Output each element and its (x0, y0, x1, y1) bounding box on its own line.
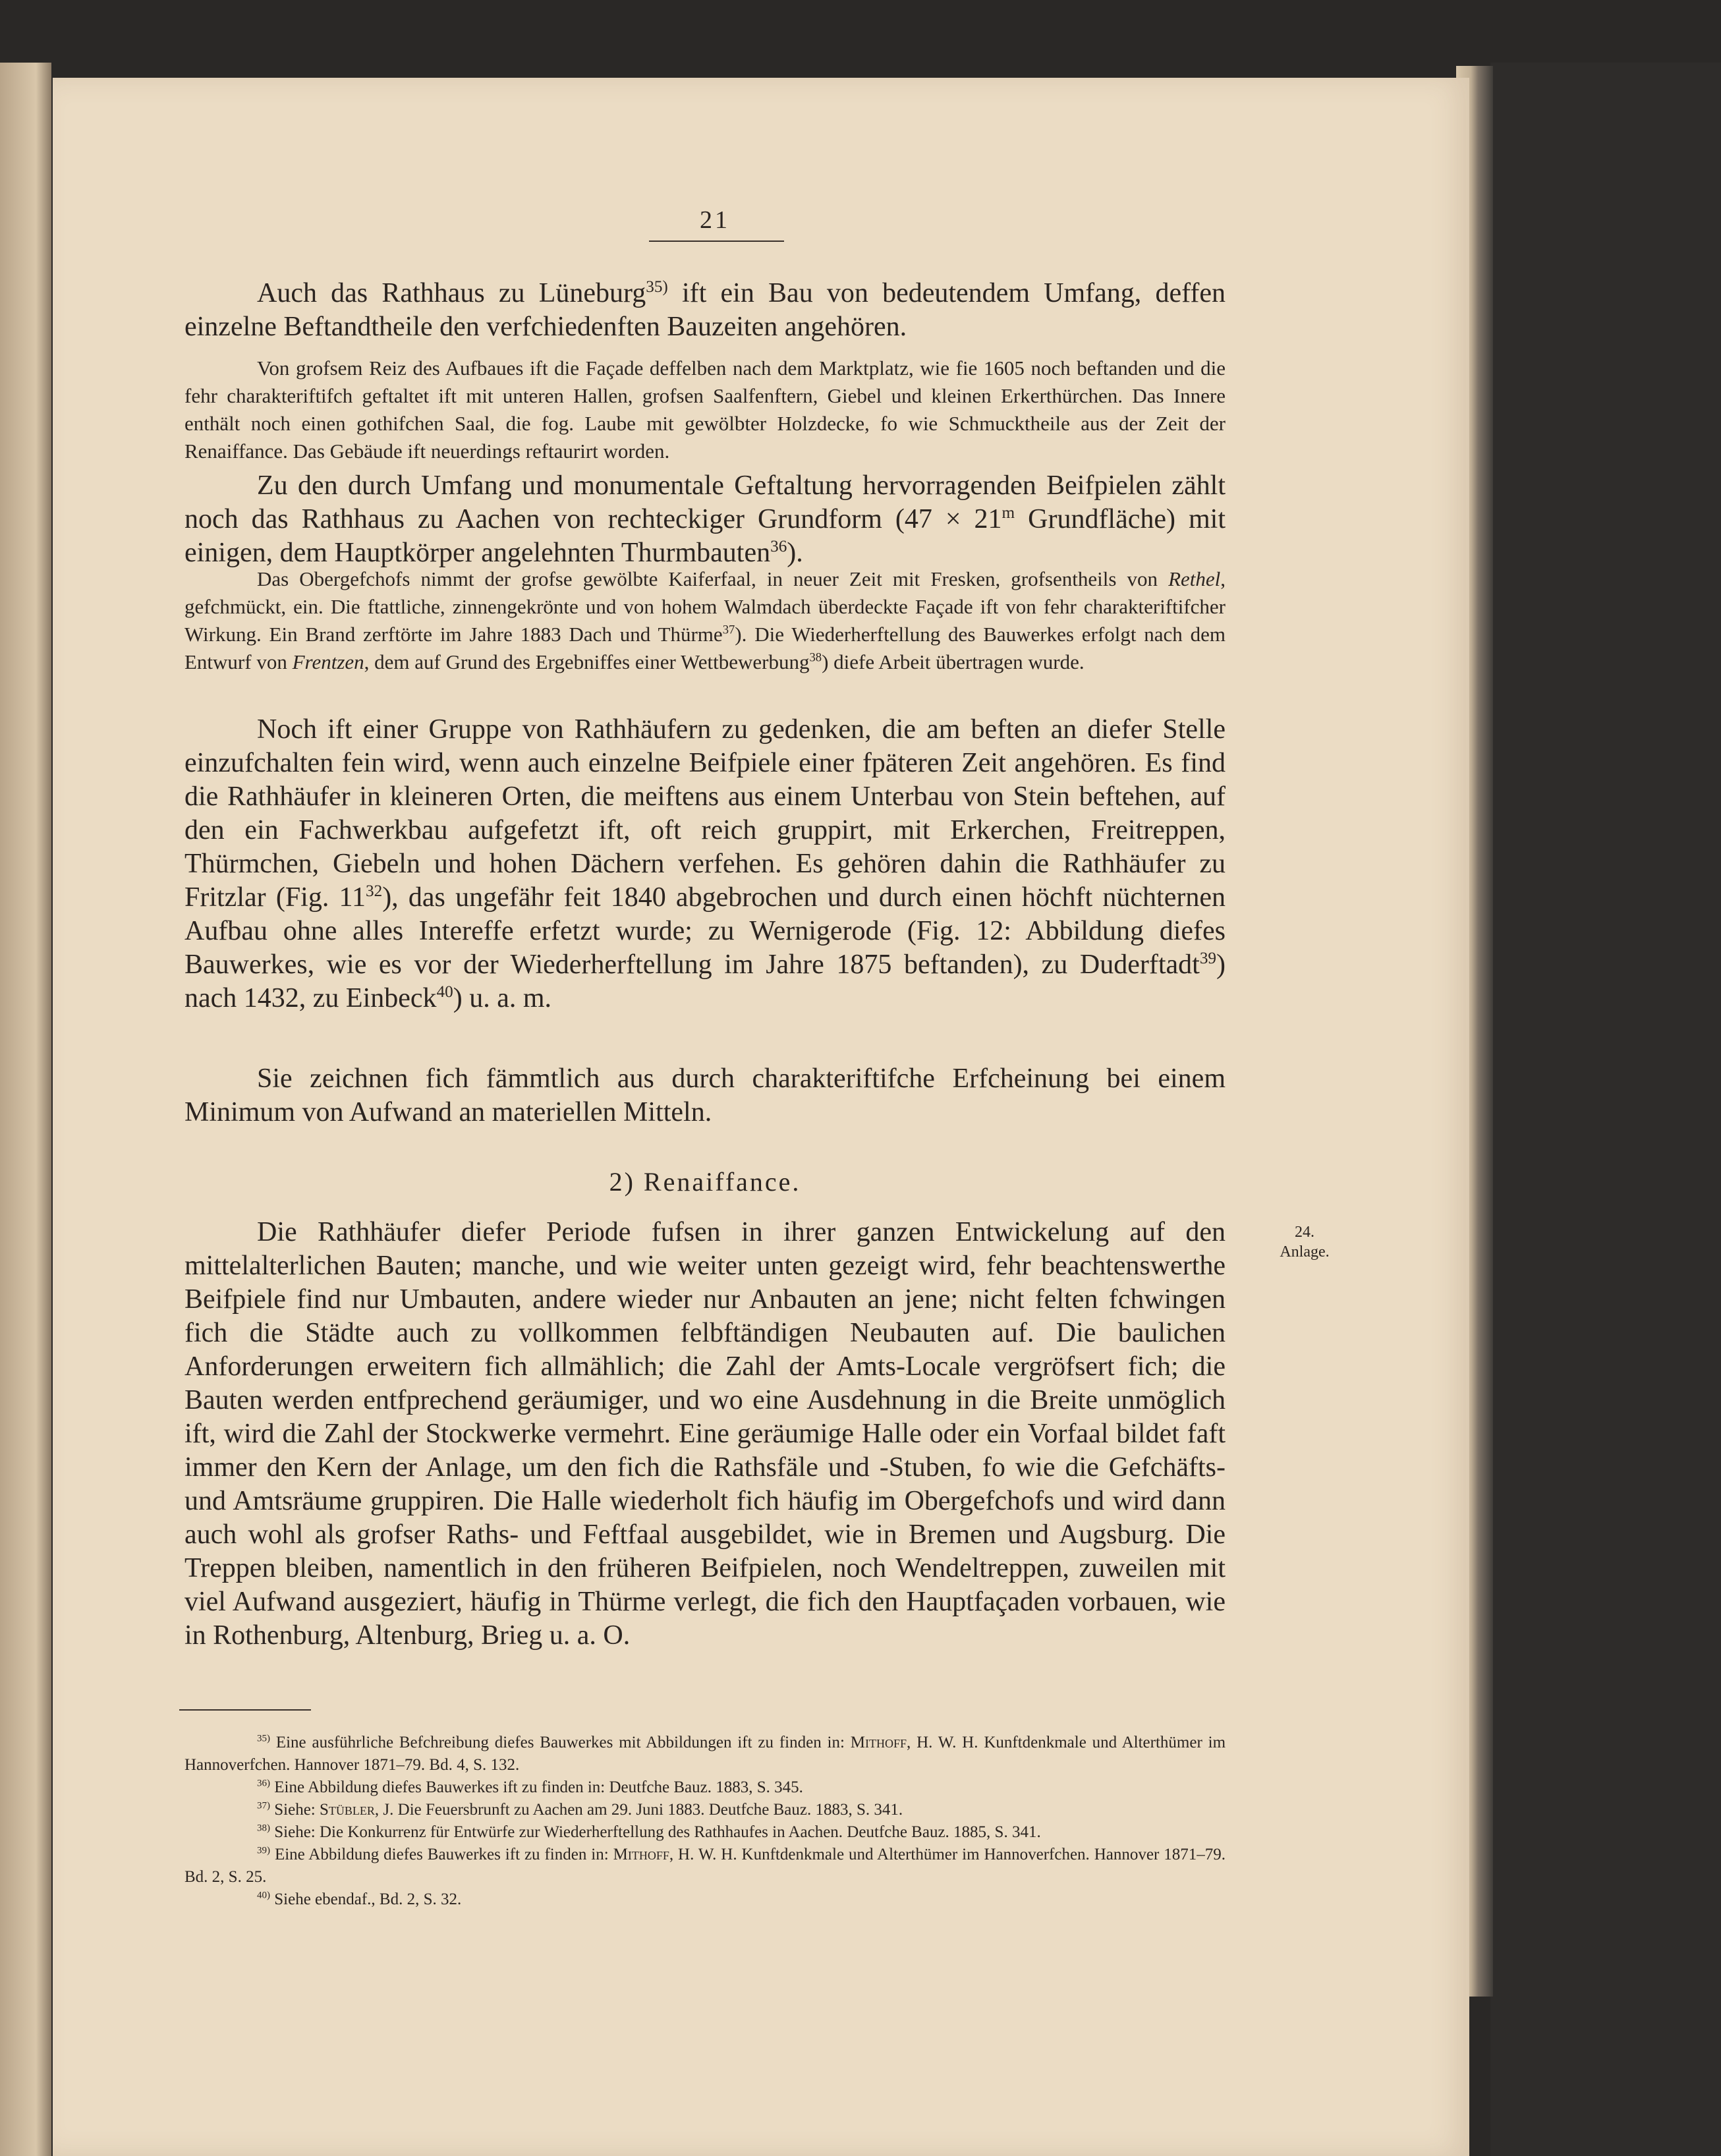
paragraph-summary: Sie zeichnen fich fämmtlich aus durch charakteriftifche Erfcheinung bei einem Minimum von Aufwand an materiellen Mitteln. (184, 1064, 1226, 1127)
book-cover (1490, 63, 1721, 2156)
section-heading: 2) Renaiffance. (609, 1167, 801, 1197)
paragraph-aachen: Zu den durch Umfang und monumentale Geftaltung hervorragenden Beifpielen zählt noch das Rathhaus zu Aachen von rechteckiger Grundform ($47 \times 21^m$ Grundfläche) mit einigen, dem Hauptkörper angelehnten Thurmbauten$^{36}$). (184, 470, 1226, 568)
footnote: $^{37)}$ Siehe: Stübler, J. Die Feuersbrunft zu Aachen am 29. Juni 1883. Deutfche Bauz. 1883, S. 341. (257, 1800, 903, 1819)
footnote-rule (179, 1709, 311, 1711)
footnote: $^{38)}$ Siehe: Die Konkurrenz für Entwürfe zur Wiederherftellung des Rathhaufes in Aachen. Deutfche Bauz. 1885, S. 341. (257, 1823, 1041, 1841)
footnotes (184, 1732, 1226, 1911)
paragraph-renaissance: Die Rathhäufer diefer Periode fufsen in ihrer ganzen Entwickelung auf den mittelalterlichen Bauten; manche, und wie weiter unten gezeigt wird, fehr beachtenswerthe Beifpiele find nur Umbauten, andere wieder nur Anbauten an jene; nicht felten fchwingen fich die Städte auch zu vollkommen felbftändigen Neubauten auf. Die baulichen Anforderungen erweitern fich allmählich; die Zahl der Amts-Locale vergröfsert fich; die Bauten werden entfprechend geräumiger, und wo eine Ausdehnung in die Breite unmöglich ift, wird die Zahl der Stockwerke vermehrt. Eine geräumige Halle oder ein Vorfaal bildet faft immer den Kern der Anlage, um den fich die Rathsfäle und -Stuben, fo wie die Gefchäfts- und Amtsräume gruppiren. Die Halle wiederholt fich häufig im Obergefchofs und wird dann auch wohl als grofser Raths- und Feftfaal ausgebildet, wie in Bremen und Augsburg. Die Treppen bleiben, namentlich in den früheren Beifpielen, noch Wendeltreppen, zuweilen mit viel Aufwand ausgeziert, häufig in Thürme verlegt, die fich den Hauptfaçaden vorbauen, wie in Rothenburg, Altenburg, Brieg u. a. O. (184, 1217, 1226, 1651)
paragraph-small-town-halls: Noch ift einer Gruppe von Rathhäufern zu gedenken, die am beften an diefer Stelle einzufchalten fein wird, wenn auch einzelne Beifpiele einer fpäteren Zeit angehören. Es find die Rathhäufer in kleineren Orten, die meiftens aus einem Unterbau von Stein beftehen, auf den ein Fachwerkbau aufgefetzt ift, oft reich gruppirt, mit Erkerchen, Freitreppen, Thürmchen, Giebeln und hohen Dächern verfehen. Es gehören dahin die Rathhäufer zu Fritzlar (Fig. $11^{32}$), das ungefähr feit 1840 abgebrochen und durch einen höchft nüchternen Aufbau ohne alles Intereffe erfetzt wurde; zu Wernigerode (Fig. 12: Abbildung diefes Bauwerkes, wie es vor der Wiederherftellung im Jahre 1875 beftanden), zu Duderftadt$^{39}$) nach 1432, zu Einbeck$^{40}$) u. a. m. (184, 714, 1226, 1013)
page-number: 21 (700, 206, 730, 234)
footnote: $^{40)}$ Siehe ebendaf., Bd. 2, S. 32. (257, 1890, 462, 1908)
margin-note-label: Anlage. (1280, 1243, 1330, 1261)
margin-note-number: 24. (1295, 1224, 1314, 1241)
note-lueneburg: Von grofsem Reiz des Aufbaues ift die Façade deffelben nach dem Marktplatz, wie fie 1605 noch beftanden und die fehr charakteriftifch geftaltet ift mit unteren Hallen, grofsen Saalfenftern, Giebel und kleinen Erkerthürchen. Das Innere enthält noch einen gothifchen Saal, die fog. Laube mit gewölbter Holzdecke, fo wie Schmucktheile aus der Zeit der Renaiffance. Das Gebäude ift neuerdings reftaurirt worden. (184, 356, 1226, 463)
footnote: $^{39)}$ Eine Abbildung diefes Bauwerkes ift zu finden in: Mithoff, H. W. H. Kunftdenkmale und Alterthümer im Hannoverfchen. Hannover 1871–79. Bd. 2, S. 25. (184, 1845, 1226, 1886)
page-number-rule (649, 241, 784, 242)
note-aachen: Das Obergefchofs nimmt der grofse gewölbte Kaiferfaal, in neuer Zeit mit Fresken, grofsentheils von Rethel, gefchmückt, ein. Die ftattliche, zinnengekrönte und von hohem Walmdach überdeckte Façade ift von fehr charakteriftifcher Wirkung. Ein Brand zerftörte im Jahre 1883 Dach und Thürme$^{37}$). Die Wiederherftellung des Bauwerkes erfolgt nach dem Entwurf von Frentzen, dem auf Grund des Ergebniffes einer Wettbewerbung$^{38}$) diefe Arbeit übertragen wurde. (184, 567, 1226, 673)
footnote: $^{35)}$ Eine ausführliche Befchreibung diefes Bauwerkes mit Abbildungen ift zu finden in: Mithoff, H. W. H. Kunftdenkmale und Alterthümer im Hannoverfchen. Hannover 1871–79. Bd. 4, S. 132. (184, 1733, 1226, 1774)
paragraph-lueneburg: Auch das Rathhaus zu Lüneburg$^{35)}$ ift ein Bau von bedeutendem Umfang, deffen einzelne Beftandtheile den verfchiedenften Bauzeiten angehören. (184, 278, 1226, 342)
facing-page-edge (0, 63, 51, 2156)
footnote: $^{36)}$ Eine Abbildung diefes Bauwerkes ift zu finden in: Deutfche Bauz. 1883, S. 345. (257, 1778, 803, 1796)
margin-note (1272, 1222, 1338, 1262)
